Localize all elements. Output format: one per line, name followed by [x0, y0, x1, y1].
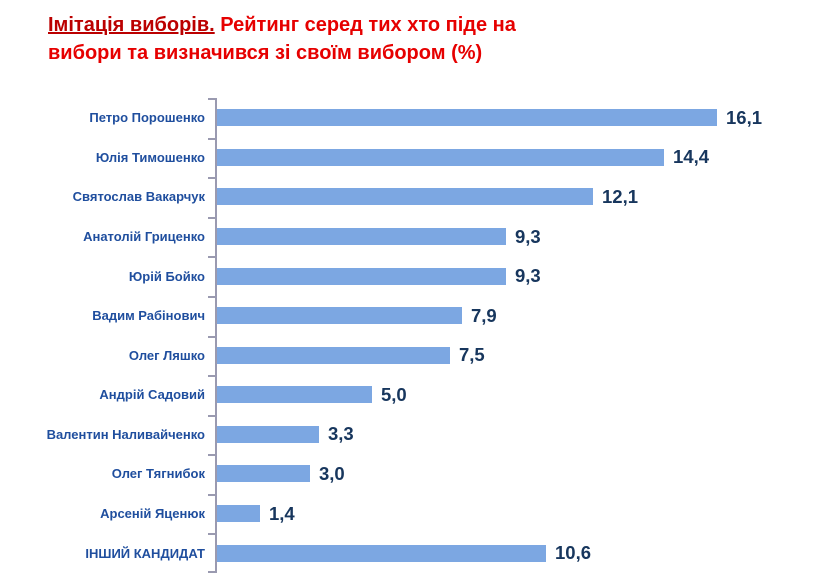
value-label: 7,9 [471, 304, 497, 326]
category-label: Олег Ляшко [128, 347, 205, 363]
value-label: 3,0 [319, 462, 345, 484]
value-label: 10,6 [555, 542, 592, 564]
bar-row [0, 217, 840, 257]
bar [217, 307, 462, 324]
title-lead: Імітація виборів. [48, 14, 215, 36]
bar [217, 268, 506, 285]
title-rest-line2: вибори та визначився зі своїм вибором (%) [48, 42, 483, 64]
bar [217, 386, 372, 403]
category-label: Валентин Наливайченко [46, 426, 205, 442]
value-label: 7,5 [459, 344, 485, 366]
title-rest-line1: Рейтинг серед тих хто піде на [220, 14, 516, 36]
category-label: Вадим Рабінович [92, 308, 205, 324]
category-label: ІНШИЙ КАНДИДАТ [85, 545, 205, 561]
bar-row [0, 138, 840, 178]
bar-row [0, 177, 840, 217]
category-label: Юлія Тимошенко [95, 149, 205, 165]
value-label: 16,1 [726, 106, 763, 128]
value-label: 3,3 [328, 423, 354, 445]
category-label: Юрій Бойко [128, 268, 205, 284]
category-label: Андрій Садовий [99, 387, 205, 403]
bar-chart [0, 98, 840, 573]
bar [217, 109, 717, 126]
chart-title [48, 11, 608, 67]
value-label: 9,3 [515, 225, 541, 247]
bar [217, 188, 593, 205]
bar [217, 545, 546, 562]
bar [217, 465, 310, 482]
bar [217, 149, 664, 166]
bar-row [0, 98, 840, 138]
value-label: 5,0 [381, 383, 407, 405]
category-label: Олег Тягнибок [111, 466, 205, 482]
bar-row [0, 454, 840, 494]
bar [217, 228, 506, 245]
category-label: Арсеній Яценюк [100, 506, 205, 522]
category-label: Анатолій Гриценко [83, 229, 205, 245]
category-label: Святослав Вакарчук [72, 189, 205, 205]
bar-row [0, 375, 840, 415]
bar [217, 426, 319, 443]
bar-rows [0, 98, 840, 573]
category-label: Петро Порошенко [89, 110, 205, 126]
value-label: 14,4 [673, 146, 710, 168]
bar-row [0, 415, 840, 455]
bar-row [0, 256, 840, 296]
value-label: 1,4 [269, 502, 295, 524]
value-label: 12,1 [602, 185, 639, 207]
value-label: 9,3 [515, 265, 541, 287]
bar-row [0, 296, 840, 336]
bar [217, 347, 450, 364]
bar [217, 505, 260, 522]
bar-row [0, 494, 840, 534]
bar-row [0, 335, 840, 375]
bar-row [0, 533, 840, 573]
